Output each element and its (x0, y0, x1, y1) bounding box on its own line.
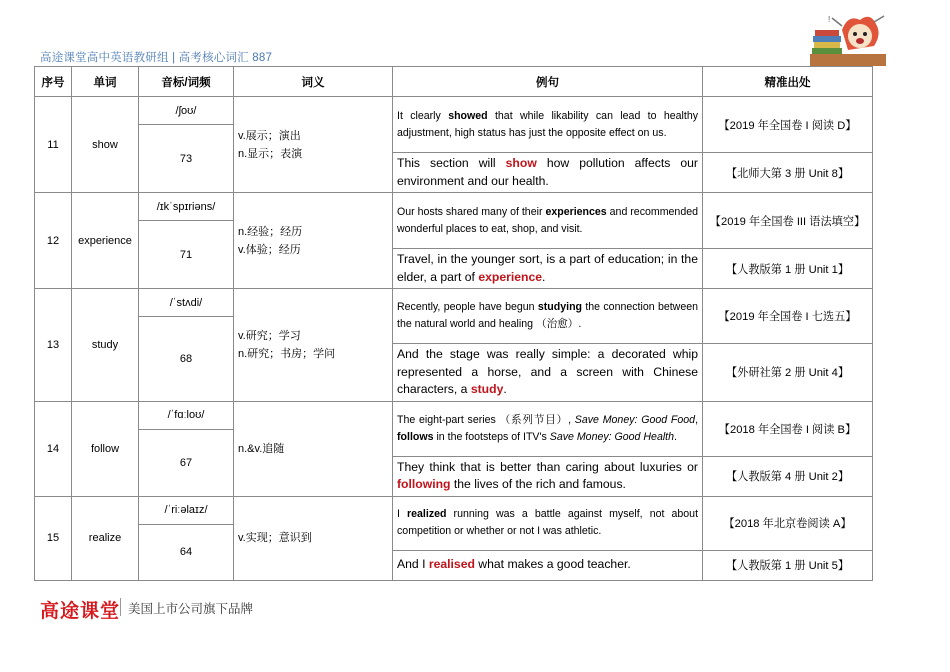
vocabulary-table (34, 66, 873, 581)
highlight-word: realised (428, 557, 475, 572)
frequency-cell: 67 (139, 429, 234, 496)
text-run: It clearly (397, 109, 449, 122)
phonetic-cell: /ʃoʊ/ (139, 97, 234, 125)
text-run: And the stage was really simple: a decorated whip represented a horse, and a screen with Chinese characters, a (397, 347, 698, 396)
phonetic-cell: /ˈriːəlaɪz/ (139, 496, 234, 524)
example-sentence-textbook (393, 249, 703, 289)
row-number: 12 (35, 193, 72, 289)
italic-title: Save Money: Good Food (574, 413, 696, 426)
highlight-word: experience (478, 269, 542, 284)
example-sentence-exam (393, 97, 703, 153)
column-header-word: 单词 (72, 67, 139, 97)
example-sentence-exam (393, 193, 703, 249)
keyword: follows (397, 430, 434, 443)
source-exam: 【2019 年全国卷 I 七选五】 (703, 289, 873, 344)
definition-cell (234, 289, 393, 402)
text-run: I (397, 508, 408, 520)
example-sentence-textbook (393, 344, 703, 402)
text-run: and recommended wonderful places to eat, shop, and visit. (397, 205, 698, 235)
table-row (35, 193, 873, 221)
text-run: The eight-part series （系列节目）, (397, 413, 575, 426)
svg-text:!: ! (828, 15, 831, 24)
row-number: 11 (35, 97, 72, 193)
definition-line: v.实现；意识到 (238, 532, 312, 544)
definition-cell (234, 496, 393, 580)
column-header-phonetic: 音标/词频 (139, 67, 234, 97)
highlight-word: show (505, 156, 537, 170)
text-run: how pollution affects our environment and our health. (397, 156, 698, 188)
word-cell: show (72, 97, 139, 193)
definition-cell (234, 193, 393, 289)
source-textbook: 【人教版第 1 册 Unit 1】 (703, 249, 873, 289)
word-cell: follow (72, 401, 139, 496)
keyword: studying (537, 301, 583, 313)
text-run: the connection between the natural world and healing （治愈）. (397, 301, 698, 330)
brand-tagline: 美国上市公司旗下品牌 (128, 602, 254, 616)
column-header-example: 例句 (393, 67, 703, 97)
word-cell: experience (72, 193, 139, 289)
row-number: 14 (35, 401, 72, 496)
keyword: realized (407, 508, 447, 520)
definition-line: v.展示；演出 (238, 129, 301, 142)
definition-line: n.显示；表演 (238, 147, 303, 160)
text-run: what makes a good teacher. (474, 557, 631, 572)
keyword: showed (448, 109, 488, 122)
example-sentence-exam (393, 289, 703, 344)
source-textbook: 【人教版第 4 册 Unit 2】 (703, 456, 873, 496)
frequency-cell: 73 (139, 125, 234, 193)
source-exam: 【2018 年北京卷阅读 A】 (703, 496, 873, 550)
source-exam: 【2019 年全国卷 III 语法填空】 (703, 193, 873, 249)
column-header-source: 精准出处 (703, 67, 873, 97)
keyword: experiences (545, 205, 607, 218)
frequency-cell: 64 (139, 524, 234, 580)
row-number: 13 (35, 289, 72, 402)
definition-line: n.研究；书房；学问 (238, 347, 336, 360)
table-row (35, 289, 873, 317)
frequency-cell: 68 (139, 317, 234, 402)
text-run: Our hosts shared many of their (397, 205, 546, 218)
table-row (35, 97, 873, 125)
source-exam: 【2019 年全国卷 I 阅读 D】 (703, 97, 873, 153)
table-row (35, 496, 873, 524)
source-textbook: 【外研社第 2 册 Unit 4】 (703, 344, 873, 402)
text-run: Recently, people have begun (397, 301, 538, 313)
row-number: 15 (35, 496, 72, 580)
source-textbook: 【北师大第 3 册 Unit 8】 (703, 153, 873, 193)
mascot-illustration (808, 10, 888, 72)
example-sentence-textbook (393, 456, 703, 496)
word-cell: study (72, 289, 139, 402)
text-run: in the footsteps of ITV's (433, 430, 550, 443)
text-run: . (503, 382, 507, 396)
source-exam: 【2018 年全国卷 I 阅读 B】 (703, 401, 873, 456)
text-run: This section will (397, 156, 506, 170)
highlight-word: study (470, 382, 504, 396)
phonetic-cell: /ɪkˈspɪriəns/ (139, 193, 234, 221)
text-run: Travel, in the younger sort, is a part of education; in the elder, a part of (397, 252, 698, 284)
highlight-word: following (397, 477, 451, 491)
table-row (35, 401, 873, 429)
example-sentence-textbook (393, 153, 703, 193)
brand-logo: 高途课堂 (40, 601, 121, 622)
text-run: that while likability can lead to healthy adjustment, high status has just the opposite effect on us. (397, 109, 699, 139)
definition-line: v.研究；学习 (238, 329, 301, 342)
footer-divider (120, 598, 121, 616)
text-run: running was a battle against myself, not about competition or whether or not I was athletic. (397, 508, 699, 537)
page-header: 高途课堂高中英语教研组 | 高考核心词汇 887 (40, 52, 273, 64)
definition-line: v.体验；经历 (238, 243, 301, 256)
definition-line: n.&v.追随 (238, 442, 285, 455)
example-sentence-exam (393, 496, 703, 550)
definition-cell (234, 97, 393, 193)
definition-line: n.经验；经历 (238, 225, 303, 238)
table-header-row (35, 67, 873, 97)
definition-cell (234, 401, 393, 496)
phonetic-cell: /ˈfɑːloʊ/ (139, 401, 234, 429)
text-run: , (695, 413, 699, 426)
source-textbook: 【人教版第 1 册 Unit 5】 (703, 550, 873, 580)
text-run: They think that is better than caring about luxuries or (397, 459, 698, 474)
example-sentence-textbook (393, 550, 703, 580)
example-sentence-exam (393, 401, 703, 456)
word-cell: realize (72, 496, 139, 580)
text-run: the lives of the rich and famous. (450, 477, 626, 491)
column-header-meaning: 词义 (234, 67, 393, 97)
frequency-cell: 71 (139, 221, 234, 289)
phonetic-cell: /ˈstʌdi/ (139, 289, 234, 317)
text-run: . (542, 269, 546, 284)
text-run: . (674, 430, 677, 443)
italic-title: Save Money: Good Health (549, 430, 675, 443)
text-run: And I (397, 557, 429, 572)
column-header-number: 序号 (35, 67, 72, 97)
